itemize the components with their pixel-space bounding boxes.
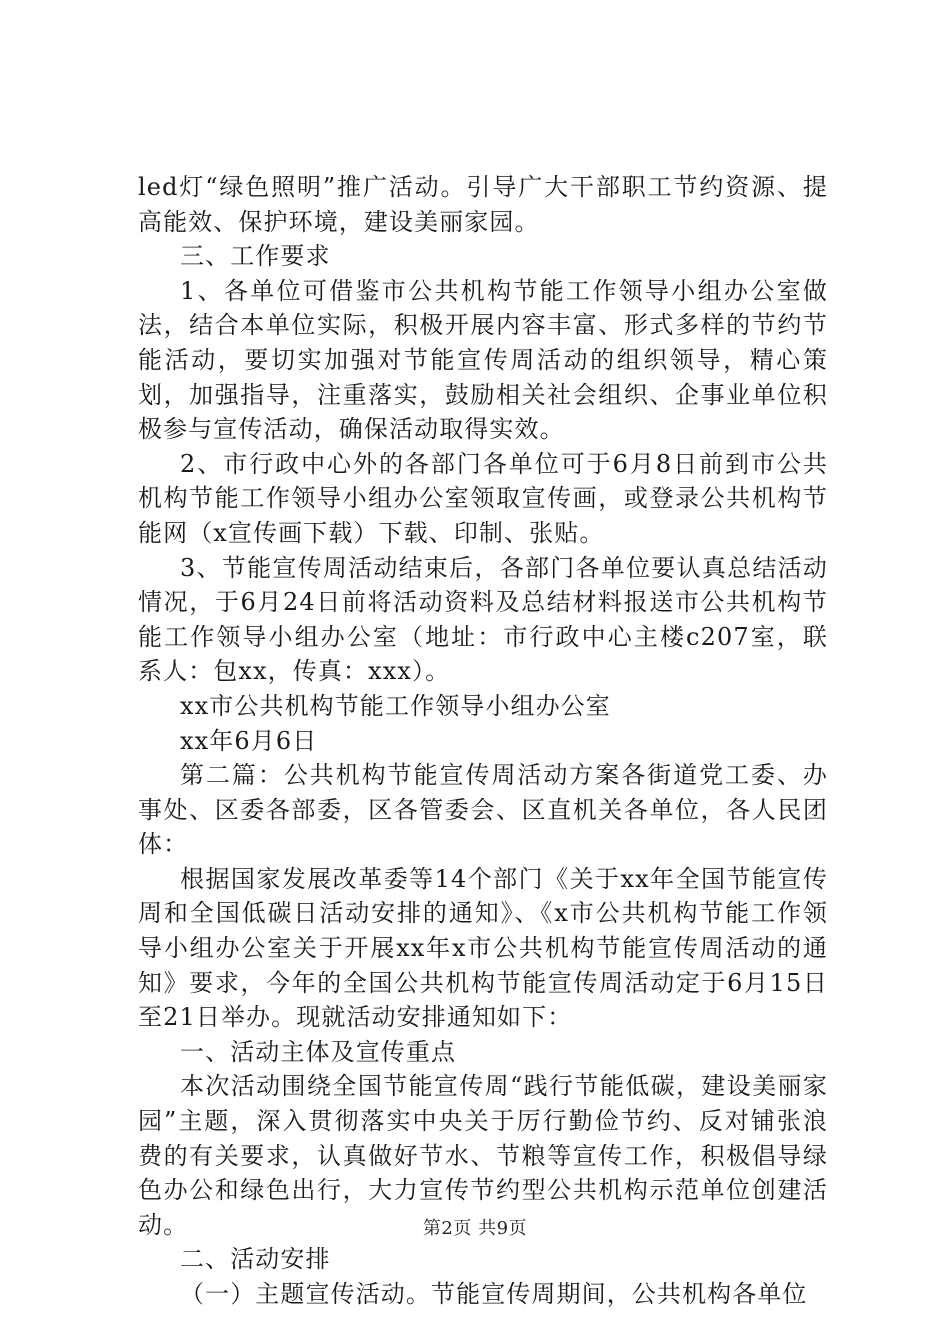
heading-work-requirements: 三、工作要求 (180, 242, 331, 271)
paragraph-activity-theme: 本次活动围绕全国节能宣传周“践行节能低碳，建设美丽家园”主题，深入贯彻落实中央关于厉行勤俭节约、反对铺张浪费的有关要求，认真做好节水、节粮等宣传工作，积极倡导绿色办公和绿色出行，大力宣传节约型公共机构示范单位创建活动。 (138, 1072, 828, 1239)
document-body (138, 170, 828, 1312)
paragraph-requirement-3: 3、节能宣传周活动结束后，各部门各单位要认真总结活动情况，于6月24日前将活动资料及总结材料报送市公共机构节能工作领导小组办公室（地址：市行政中心主楼c207室，联系人：包xx，传真：xxx）。 (138, 553, 828, 686)
signature-office: xx市公共机构节能工作领导小组办公室 (180, 691, 611, 720)
signature-date: xx年6月6日 (180, 726, 318, 755)
paragraph-requirement-1: 1、各单位可借鉴市公共机构节能工作领导小组办公室做法，结合本单位实际，积极开展内容丰富、形式多样的节约节能活动，要切实加强对节能宣传周活动的组织领导，精心策划，加强指导，注重落实，鼓励相关社会组织、企事业单位积极参与宣传活动，确保活动取得实效。 (138, 276, 828, 444)
paragraph-part-two-intro: 第二篇：公共机构节能宣传周活动方案各街道党工委、办事处、区委各部委，区各管委会、区直机关各单位，各人民团体： (138, 761, 828, 859)
heading-activity-theme: 一、活动主体及宣传重点 (180, 1037, 457, 1066)
paragraph-theme-campaign: （一）主题宣传活动。节能宣传周期间，公共机构各单位 (180, 1280, 808, 1308)
paragraph-notice-basis: 根据国家发展改革委等14个部门《关于xx年全国节能宣传周和全国低碳日活动安排的通知》、《x市公共机构节能工作领导小组办公室关于开展xx年x市公共机构节能宣传周活动的通知》要求，今年的全国公共机构节能宣传周活动定于6月15日至21日举办。现就活动安排通知如下： (138, 864, 828, 1032)
page-number-footer: 第2页 共9页 (422, 1218, 528, 1239)
heading-activity-arrangement: 二、活动安排 (180, 1245, 331, 1274)
paragraph-led-campaign: led灯“绿色照明”推广活动。引导广大干部职工节约资源、提高能效、保护环境，建设美丽家园。 (138, 173, 828, 236)
paragraph-requirement-2: 2、市行政中心外的各部门各单位可于6月8日前到市公共机构节能工作领导小组办公室领取宣传画，或登录公共机构节能网（x宣传画下载）下载、印制、张贴。 (138, 449, 828, 547)
